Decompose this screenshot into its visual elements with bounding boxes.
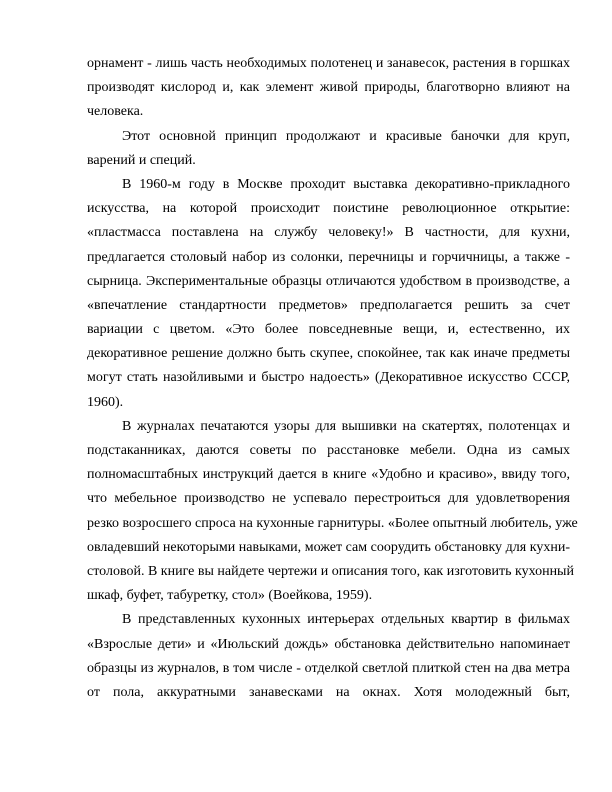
text-line: производят кислород и, как элемент живой природы, благотворно влияют на bbox=[87, 80, 570, 96]
text-line: резко возросшего спроса на кухонные гарнитуры. «Более опытный любитель, уже bbox=[87, 515, 578, 531]
text-line: предлагается столовый набор из солонки, перечницы и горчичницы, а также - bbox=[87, 249, 570, 265]
text-line: вариации с цветом. «Это более повседневные вещи, и, естественно, их bbox=[87, 322, 570, 338]
paragraph bbox=[87, 125, 570, 173]
text-line: «пластмасса поставлена на службу человеку!» В частности, для кухни, bbox=[87, 225, 570, 241]
paragraph bbox=[87, 608, 570, 705]
paragraph bbox=[87, 415, 578, 609]
text-line: полномасштабных инструкций дается в книге «Удобно и красиво», ввиду того, bbox=[87, 467, 570, 483]
text-line: В 1960-м году в Москве проходит выставка декоративно-прикладного bbox=[122, 176, 570, 192]
text-line: орнамент - лишь часть необходимых полотенец и занавесок, растения в горшках bbox=[87, 56, 570, 71]
text-line: овладевший некоторыми навыками, может сам соорудить обстановку для кухни- bbox=[87, 539, 570, 555]
text-line: человека. bbox=[87, 104, 144, 120]
text-line: «впечатление стандартности предметов» предполагается решить за счет bbox=[87, 297, 570, 313]
text-line: подстаканниках, даются советы по расстановке мебели. Одна из самых bbox=[87, 443, 570, 458]
body-text bbox=[87, 52, 578, 705]
text-line: искусства, на которой происходит поистине революционное открытие: bbox=[87, 201, 570, 217]
text-line: сырница. Экспериментальные образцы отличаются удобством в производстве, а bbox=[87, 273, 570, 289]
text-line: Этот основной принцип продолжают и красивые баночки для круп, bbox=[122, 128, 570, 144]
text-line: декоративное решение должно быть скупее, спокойнее, так как иначе предметы bbox=[87, 346, 570, 362]
text-line: шкаф, буфет, табуретку, стол» (Воейкова, 1959). bbox=[87, 588, 373, 604]
text-line: 1960). bbox=[87, 394, 124, 410]
text-line: «Взрослые дети» и «Июльский дождь» обстановка действительно напоминает bbox=[87, 636, 570, 652]
text-line: В представленных кухонных интерьерах отдельных квартир в фильмах bbox=[122, 612, 570, 628]
text-line: варений и специй. bbox=[87, 152, 196, 168]
text-line: могут стать назойливыми и быстро надоесть» (Декоративное искусство СССР, bbox=[87, 370, 570, 386]
text-line: что мебельное производство не успевало перестроиться для удовлетворения bbox=[87, 491, 570, 507]
text-line: столовой. В книге вы найдете чертежи и описания того, как изготовить кухонный bbox=[87, 563, 574, 579]
text-line: образцы из журналов, в том числе - отделкой светлой плиткой стен на два метра bbox=[87, 660, 570, 676]
paragraph bbox=[87, 173, 570, 415]
paragraph bbox=[87, 52, 570, 125]
text-line: В журналах печатаются узоры для вышивки на скатертях, полотенцах и bbox=[122, 418, 570, 434]
text-line: от пола, аккуратными занавесками на окнах. Хотя молодежный быт, bbox=[87, 684, 570, 700]
